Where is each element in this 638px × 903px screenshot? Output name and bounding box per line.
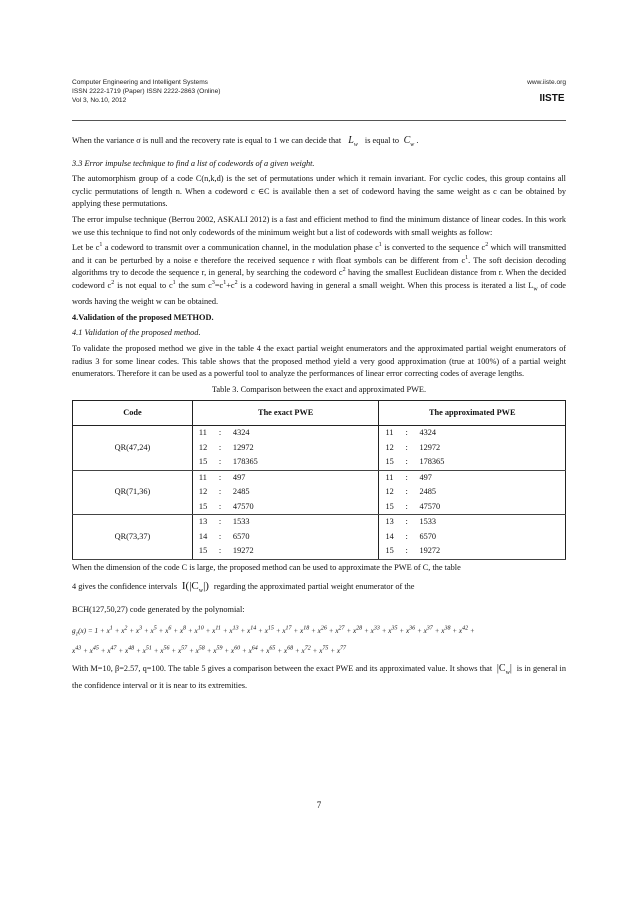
paragraph-last: With M=10, β=2.57, q=100. The table 5 gives a comparison between the exact PWE and its approximated value. It shows that $|C_w|$ is in general in the confidence interval or it is near to its extremities.: [72, 663, 567, 690]
paragraph-automorphism: The automorphism group of a code C(n,k,d) is the set of permutations under which it remain invariant. For cyclic codes, this group contains all cyclic permutations of length n. When a codeword c ∈C is available then a set of codeword having the same weight as c can be obtained by applying these permutations.: [72, 174, 566, 209]
poly-term: $x^{47}$: [107, 645, 117, 656]
header-rule: [72, 120, 566, 121]
poly-term: $x^{57}$: [177, 645, 188, 656]
count-value: 2485: [232, 487, 250, 497]
poly-term: $x^{42}$: [458, 625, 469, 635]
approx-pwe-cell: 13 : 1533: [379, 515, 566, 530]
count-value: 497: [232, 472, 246, 482]
poly-term: $x^{38}$: [441, 625, 451, 635]
table-caption: Table 3. Comparison between the exact and approximated PWE.: [211, 384, 427, 394]
poly-term: $x^{65}$: [266, 645, 276, 656]
symbol-cw: $C_w$: [401, 135, 415, 148]
poly-term: $x^{37}$: [423, 625, 433, 635]
exact-pwe-cell: 11 : 4324: [192, 426, 379, 441]
approx-pwe-cell: 12 : 12972: [379, 441, 566, 456]
header-approx: The approximated PWE: [379, 401, 566, 426]
weight-value: 15: [385, 457, 394, 467]
count-value: 19272: [232, 546, 254, 556]
symbol-lw: $L_w$: [343, 135, 358, 148]
weight-value: 13: [198, 517, 208, 527]
poly-term: $x^{18}$: [300, 625, 310, 635]
iiste-logo: [538, 88, 566, 106]
exact-pwe-cell: 12 : 2485: [192, 485, 379, 500]
count-value: 1533: [419, 517, 437, 527]
count-value: 4324: [419, 428, 437, 438]
poly-term: $x^{64}$: [248, 645, 258, 656]
header-code: Code: [73, 401, 193, 426]
pwe-table: [72, 400, 566, 560]
exact-pwe-cell: 15 : 178365: [192, 455, 379, 470]
exact-pwe-cell: 12 : 12972: [192, 441, 379, 456]
poly-term: $x^{68}$: [283, 645, 294, 656]
table-row: [73, 515, 566, 530]
paragraph-bch: BCH(127,50,27) code generated by the polynomial:: [72, 605, 245, 615]
weight-value: 15: [385, 501, 394, 511]
poly-term: $x^{27}$: [335, 625, 345, 635]
paragraph-dimension: When the dimension of the code C is large, the proposed method can be used to approximate the PWE of C, the table: [72, 562, 461, 572]
table-row: [73, 470, 566, 485]
table-row: [73, 426, 566, 441]
approx-pwe-cell: 15 : 47570: [379, 500, 566, 515]
weight-value: 11: [385, 472, 394, 482]
generator-polynomial: [72, 623, 566, 659]
weight-value: 12: [385, 487, 394, 497]
weight-value: 15: [198, 457, 208, 467]
code-cell: QR(47,24): [73, 426, 193, 471]
weight-value: 11: [198, 472, 207, 482]
weight-value: 12: [198, 442, 208, 452]
code-cell: QR(71,36): [73, 470, 193, 515]
poly-term: $x^3$: [135, 625, 143, 635]
poly-term: $x^{36}$: [405, 625, 416, 635]
weight-value: 14: [198, 531, 208, 541]
code-cell: QR(73,37): [73, 515, 193, 560]
count-value: 12972: [419, 442, 441, 452]
weight-value: 15: [198, 501, 208, 511]
poly-term: $x^{59}$: [213, 645, 223, 656]
poly-term: $x^{51}$: [142, 645, 152, 656]
poly-term: $x^{28}$: [352, 625, 363, 635]
approx-pwe-cell: 11 : 4324: [379, 426, 566, 441]
logo-text: IISTE: [539, 93, 565, 104]
approx-pwe-cell: 12 : 2485: [379, 485, 566, 500]
poly-term: $x^{33}$: [370, 625, 380, 635]
poly-term: $x^{15}$: [264, 625, 274, 635]
poly-line-2: $x^{43} + x^{45} + x^{47} + x^{48} + x^{51} + x^{56} + x^{57} + x^{58} + x^{59} + x^{60} + x^{64} + x^{65} + x^{68} + x^{72} + x^{75} + x^{77}$: [72, 645, 347, 656]
poly-term: $x^2$: [121, 625, 128, 635]
count-value: 47570: [419, 501, 441, 511]
weight-value: 11: [198, 428, 207, 438]
poly-term: $x^5$: [150, 625, 157, 635]
poly-term: $x^{14}$: [247, 625, 257, 635]
section-4-1-heading: 4.1 Validation of the proposed method.: [72, 328, 201, 338]
poly-term: $x^{75}$: [319, 645, 329, 656]
count-value: 497: [419, 472, 432, 482]
poly-term: $x^{48}$: [124, 645, 135, 656]
count-value: 19272: [419, 546, 441, 556]
paragraph-let-c: Let be $c^1$ a codeword to transmit over a communication channel, in the modulation phase $c^1$ is converted to the sequence $c^2$ which will transmitted and it can be perturbed by a noise e therefore the received sequence r with float symbols can be different from $c^1$. The soft decision decoding algorithms try to decode the sequence r, in general, by searching the codeword $c^2$ having the smallest Euclidean distance from r. When the decided codeword $c^2$ is not equal to $c^1$ the sum $c^3=c^1+c^2$ is a codeword having in general a small weight. When this process is iterated a list $L_w$ of code words having the weight w can be obtained.: [72, 242, 567, 307]
section-3-3-heading: 3.3 Error impulse technique to find a list of codewords of a given weight.: [72, 158, 315, 168]
poly-term: $x^1$: [106, 625, 113, 635]
page-number: 7: [316, 800, 322, 810]
paragraph-confidence: 4 gives the confidence intervals $I(|C_w|)$ regarding the approximated partial weight enumerator of the: [72, 580, 415, 595]
count-value: 47570: [232, 501, 254, 511]
count-value: 6570: [232, 531, 250, 541]
poly-term: $x^{43}$: [72, 645, 82, 656]
poly-term: $x^{26}$: [317, 625, 327, 635]
section-4-heading: 4.Validation of the proposed METHOD.: [72, 312, 214, 322]
count-value: 178365: [232, 457, 258, 467]
weight-value: 14: [385, 531, 394, 541]
journal-url[interactable]: www.iiste.org: [527, 79, 566, 86]
exact-pwe-cell: 15 : 47570: [192, 500, 379, 515]
weight-value: 11: [385, 428, 394, 438]
poly-term: $x^8$: [179, 625, 187, 635]
journal-issn: ISSN 2222-1719 (Paper) ISSN 2222-2863 (Online): [72, 88, 221, 95]
approx-pwe-cell: 14 : 6570: [379, 530, 566, 545]
header-exact: The exact PWE: [192, 401, 379, 426]
exact-pwe-cell: 14 : 6570: [192, 530, 379, 545]
approx-pwe-cell: 15 : 19272: [379, 544, 566, 559]
count-value: 2485: [419, 487, 437, 497]
count-value: 6570: [419, 531, 437, 541]
symbol-abs-cw: $|C_w|$: [494, 663, 515, 677]
poly-term: $x^{10}$: [194, 625, 204, 635]
paragraph-variance: When the variance σ is null and the recovery rate is equal to 1 we can decide that $L_w$ is equal to $C_w$ .: [72, 135, 419, 148]
symbol-confidence-interval: $I(|C_w|)$: [179, 580, 212, 595]
count-value: 12972: [232, 442, 254, 452]
weight-value: 12: [385, 442, 394, 452]
poly-term: $x^{72}$: [301, 645, 311, 656]
journal-volume: Vol 3, No.10, 2012: [72, 97, 127, 104]
weight-value: 13: [385, 517, 394, 527]
poly-term: $x^{60}$: [230, 645, 241, 656]
approx-pwe-cell: 11 : 497: [379, 470, 566, 485]
weight-value: 15: [198, 546, 208, 556]
poly-term: $x^{17}$: [282, 625, 292, 635]
weight-value: 12: [198, 487, 208, 497]
poly-term: $x^{45}$: [89, 645, 99, 656]
count-value: 4324: [232, 428, 250, 438]
exact-pwe-cell: 11 : 497: [192, 470, 379, 485]
poly-term: $x^{56}$: [160, 645, 170, 656]
count-value: 1533: [232, 517, 250, 527]
poly-line-1: $g_1(x) = 1 + x^1 + x^2 + x^3 + x^5 + x^6 + x^8 + x^{10} + x^{11} + x^{13} + x^{14} + x^{15} + x^{17} + x^{18} + x^{26} + x^{27} + x^{28} + x^{33} + x^{35} + x^{36} + x^{37} + x^{38} + x^{42}$ +: [72, 625, 475, 638]
paragraph-validate: To validate the proposed method we give in the table 4 the exact partial weight enumerators and the approximated partial weight enumerators of radius 3 for some linear codes. This table shows that the proposed method yield a very good approximation (true at 100%) of a partial weight enumerators. Therefore it can be used as a powerful tool to analyze the performances of linear error correcting codes of average lengths.: [72, 343, 566, 379]
table-header-row: [73, 401, 566, 426]
count-value: 178365: [419, 457, 445, 467]
poly-term: $x^{58}$: [195, 645, 205, 656]
exact-pwe-cell: 15 : 19272: [192, 544, 379, 559]
poly-term: $x^{13}$: [229, 625, 239, 635]
exact-pwe-cell: 13 : 1533: [192, 515, 379, 530]
weight-value: 15: [385, 546, 394, 556]
journal-name: Computer Engineering and Intelligent Systems: [72, 79, 208, 86]
journal-header: [72, 78, 566, 105]
main-content: [72, 135, 566, 695]
poly-term: $x^6$: [165, 625, 172, 635]
poly-term: $x^{35}$: [388, 625, 398, 635]
table-body: [73, 426, 566, 560]
approx-pwe-cell: 15 : 178365: [379, 455, 566, 470]
paragraph-error-impulse: The error impulse technique (Berrou 2002, ASKALI 2012) is a fast and efficient method to find the minimum distance of linear codes. In this work we use this technique to find not only codewords of the minimum weight but a list of codewords with small weights as follow:: [72, 214, 566, 237]
poly-term: $x^{77}$: [336, 645, 347, 656]
poly-term: $x^{11}$: [212, 625, 221, 635]
